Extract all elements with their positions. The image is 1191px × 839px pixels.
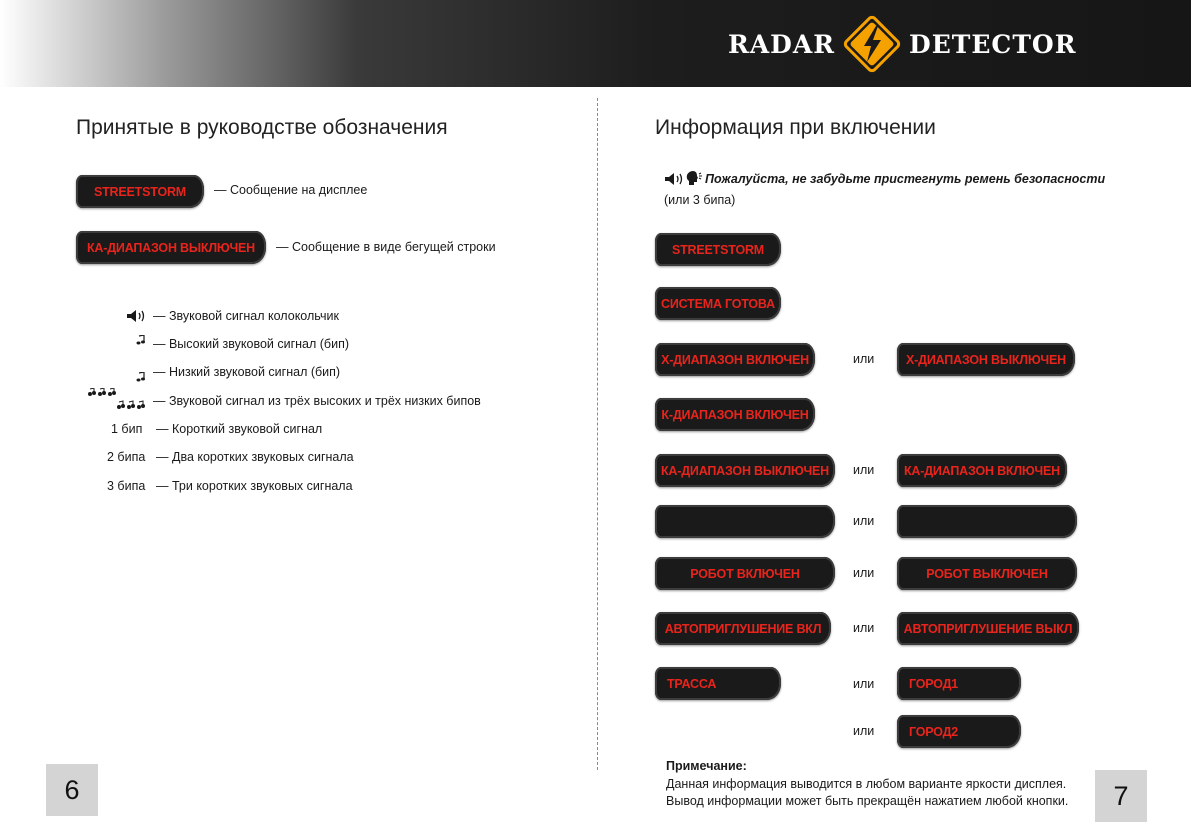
display-robot-on: [655, 557, 835, 590]
display-text: ГОРОД1: [909, 676, 959, 691]
page-divider: [597, 98, 598, 770]
seatbelt-warning: Пожалуйста, не забудьте пристегнуть ремень безопасности: [705, 172, 1106, 186]
display-text: РОБОТ ВЫКЛЮЧЕН: [926, 566, 1048, 581]
left-page-title: Принятые в руководстве обозначения: [76, 116, 448, 139]
brand-logo: [728, 12, 1076, 76]
lightning-diamond-icon: [841, 13, 903, 75]
high-note-icon: [136, 335, 146, 347]
display-auto-mute-off: [897, 612, 1079, 645]
display-system-ready: [655, 287, 781, 320]
bell-speaker-icon: [126, 309, 148, 323]
note-line-2: Вывод информации может быть прекращён нажатием любой кнопки.: [666, 794, 1069, 808]
display-example-text: STREETSTORM: [93, 184, 187, 199]
three-high-three-low-notes-icon: [88, 388, 148, 412]
display-highway: [655, 667, 781, 700]
or-label: или: [853, 621, 875, 635]
display-x-band-off: [897, 343, 1075, 376]
display-city2: [897, 715, 1021, 748]
display-city1: [897, 667, 1021, 700]
display-ka-band-off: [655, 454, 835, 487]
display-blank-b: [897, 505, 1077, 538]
page-number-right: 7: [1095, 770, 1147, 822]
display-example: [76, 175, 204, 208]
or-label: или: [853, 463, 875, 477]
or-label: или: [853, 352, 875, 366]
legend-1-beep-text: — Короткий звуковой сигнал: [156, 422, 323, 436]
seatbelt-warning-sub: (или 3 бипа): [664, 193, 736, 207]
logo-text-right: DETECTOR: [909, 29, 1077, 59]
display-ka-band-on: [897, 454, 1067, 487]
display-text: РОБОТ ВКЛЮЧЕН: [690, 566, 800, 581]
legend-2-beeps-text: — Два коротких звуковых сигнала: [156, 450, 354, 464]
display-example-caption: — Сообщение на дисплее: [214, 183, 368, 197]
display-x-band-on: [655, 343, 815, 376]
or-label: или: [853, 677, 875, 691]
low-note-icon: [136, 372, 146, 384]
scroll-example-text: КА-ДИАПАЗОН ВЫКЛЮЧЕН: [86, 240, 255, 255]
scroll-example-caption: — Сообщение в виде бегущей строки: [276, 240, 496, 254]
display-text: К-ДИАПАЗОН ВКЛЮЧЕН: [661, 407, 809, 422]
display-text: ТРАССА: [667, 676, 717, 691]
speaking-head-icon: [686, 171, 702, 186]
display-text: КА-ДИАПАЗОН ВЫКЛЮЧЕН: [660, 463, 829, 478]
scroll-example: [76, 231, 266, 264]
or-label: или: [853, 566, 875, 580]
note-line-1: Данная информация выводится в любом варианте яркости дисплея.: [666, 777, 1067, 791]
display-text: STREETSTORM: [671, 242, 765, 257]
legend-2-beeps-label: 2 бипа: [107, 450, 146, 464]
display-text: Х-ДИАПАЗОН ВКЛЮЧЕН: [661, 352, 809, 367]
legend-3-beeps-label: 3 бипа: [107, 479, 146, 493]
note-title: Примечание:: [666, 759, 747, 773]
display-text: КА-ДИАПАЗОН ВКЛЮЧЕН: [904, 463, 1060, 478]
right-page-title: Информация при включении: [655, 116, 936, 139]
legend-high-beep-text: — Высокий звуковой сигнал (бип): [153, 337, 350, 351]
display-robot-off: [897, 557, 1077, 590]
display-text: АВТОПРИГЛУШЕНИЕ ВКЛ: [664, 621, 822, 636]
legend-six-beeps-text: — Звуковой сигнал из трёх высоких и трёх низких бипов: [153, 394, 481, 408]
display-streetstorm: [655, 233, 781, 266]
display-text: Х-ДИАПАЗОН ВЫКЛЮЧЕН: [906, 352, 1066, 367]
display-k-band-on: [655, 398, 815, 431]
legend-bell-text: — Звуковой сигнал колокольчик: [153, 309, 339, 323]
bell-speaker-icon: [664, 172, 686, 186]
logo-text-left: RADAR: [728, 29, 836, 59]
display-auto-mute-on: [655, 612, 831, 645]
page-number-left: 6: [46, 764, 98, 816]
display-blank-a: [655, 505, 835, 538]
legend-low-beep-text: — Низкий звуковой сигнал (бип): [153, 365, 341, 379]
legend-3-beeps-text: — Три коротких звуковых сигнала: [156, 479, 353, 493]
display-text: СИСТЕМА ГОТОВА: [661, 296, 775, 311]
or-label: или: [853, 724, 875, 738]
or-label: или: [853, 514, 875, 528]
display-text: ГОРОД2: [909, 724, 959, 739]
legend-1-beep-label: 1 бип: [111, 422, 143, 436]
header-bar: [0, 0, 1191, 87]
display-text: АВТОПРИГЛУШЕНИЕ ВЫКЛ: [903, 621, 1073, 636]
